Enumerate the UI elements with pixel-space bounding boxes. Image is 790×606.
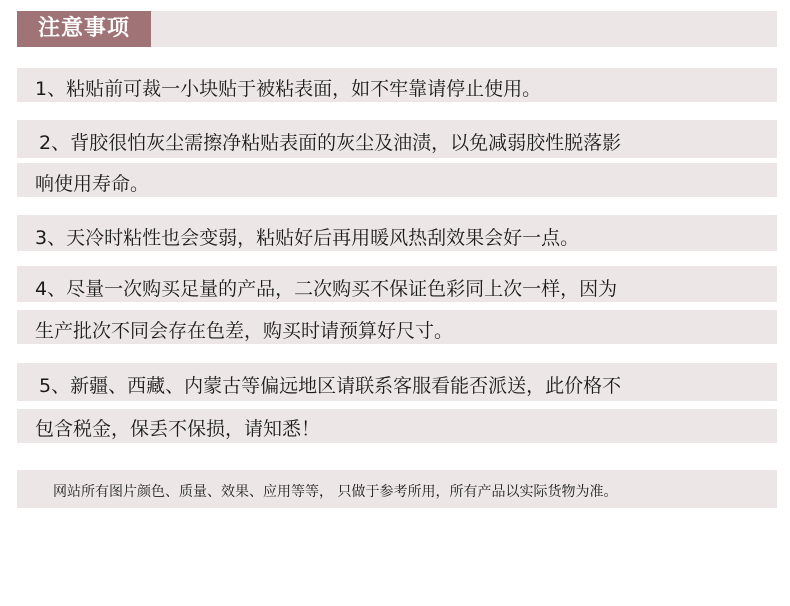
- notice-item-1: [17, 68, 777, 102]
- notice-item-5-line-1: 5、新疆、西藏、内蒙古等偏远地区请联系客服看能否派送，此价格不: [39, 375, 622, 397]
- header-bar: [17, 11, 777, 47]
- notice-item-4-line-1: 4、尽量一次购买足量的产品，二次购买不保证色彩同上次一样，因为: [35, 278, 618, 300]
- notice-item-4-line-2: 生产批次不同会存在色差，购买时请预算好尺寸。: [35, 320, 454, 342]
- notice-item-2: [17, 120, 777, 158]
- disclaimer-text: 网站所有图片颜色、质量、效果、应用等等， 只做于参考所用，所有产品以实际货物为准。: [53, 484, 618, 500]
- disclaimer-note: [17, 470, 777, 508]
- notice-item-5-line-2: 包含税金，保丢不保损，请知悉！: [35, 418, 321, 440]
- notice-item-3-line-1: 3、天冷时粘性也会变弱，粘贴好后再用暖风热刮效果会好一点。: [35, 227, 580, 249]
- notice-item-2-continued: [17, 163, 777, 197]
- notice-item-4: [17, 266, 777, 302]
- notice-item-4-continued: [17, 310, 777, 344]
- notice-item-1-line-1: 1、粘贴前可裁一小块贴于被粘表面，如不牢靠请停止使用。: [35, 78, 542, 100]
- notice-item-3: [17, 215, 777, 251]
- notice-item-2-line-1: 2、背胶很怕灰尘需擦净粘贴表面的灰尘及油渍，以免减弱胶性脱落影: [39, 132, 622, 154]
- section-title: 注意事项: [17, 11, 151, 47]
- notice-item-5-continued: [17, 409, 777, 443]
- notice-item-5: [17, 363, 777, 401]
- notice-item-2-line-2: 响使用寿命。: [35, 173, 150, 195]
